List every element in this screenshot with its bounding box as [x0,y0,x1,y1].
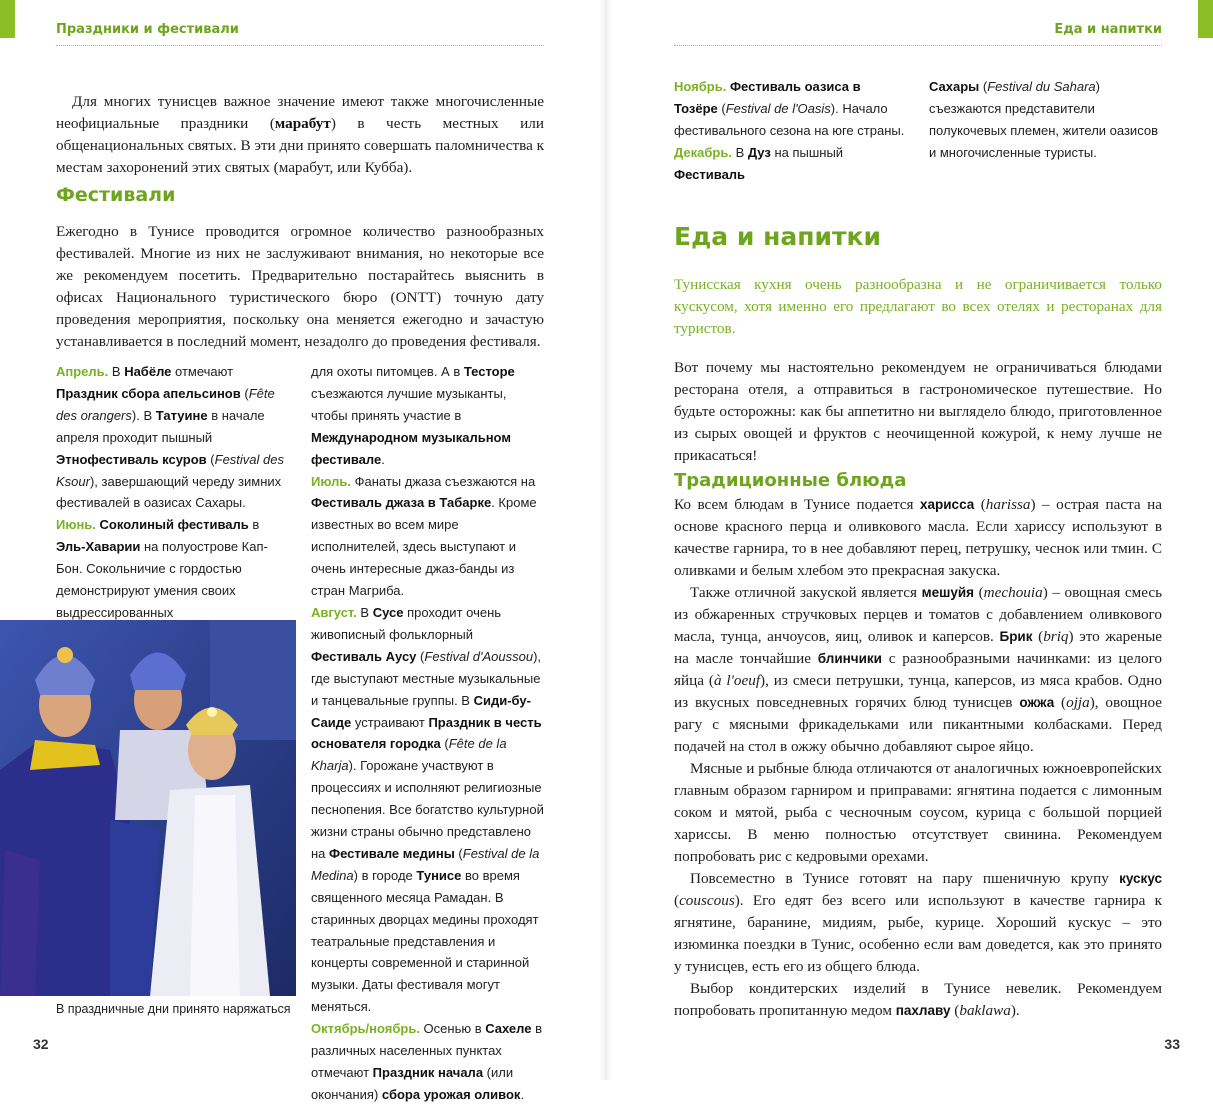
august-entry: Август. В Сусе проходит очень живописный фольклорный Фестиваль Аусу (Festival d'Aoussou), где выступают местные музыкальные и танцевальные группы. В Сиди-бу-Саиде устраивают Праздник в честь основателя городка (Fête de la Kharja). Горожане участвуют в процессиях и исполняют религиозные песнопения. Все богатство культурной жизни страны обычно представлено на Фестивале медины (Festival de la Medina) в городе Тунисе во время священного месяца Рамадан. В старинных дворцах медины проходят театральные представления и концерты современной и старинной музыки. Даты фестиваля могут меняться. [311,604,544,1015]
right-edge-tab [1198,0,1213,38]
april-entry: Апрель. В Набёле отмечают Праздник сбора апельсинов (Fête des orangers). В Татуине в начале апреля проходит пышный Этнофестиваль ксуров (Festival des Ksour), завершающий череду зимних фестивалей в оазисах Сахары. [56,364,284,511]
running-head-right: Еда и напитки [1054,22,1162,37]
harissa-paragraph: Ко всем блюдам в Тунисе подается харисса (harissa) – острая паста на основе красного перца и оливкового масла. Если хариссу используют в качестве гарнира, то в нее добавляют перец, петрушку, чеснок или тмин. С оливками и белым хлебом это прекрасная закуска. [674,496,1162,579]
june-entry-continued: для охоты питомцев. А в Тесторе съезжаются лучшие музыканты, чтобы принять участие в Международном музыкальном фестивале. [311,364,515,467]
june-entry: Июнь. Соколиный фестиваль в Эль-Хаварии на полуострове Кап-Бон. Сокольничие с гордостью демонстрируют умения своих выдрессированных [56,517,268,620]
page-number-right: 33 [1164,1036,1180,1052]
december-entry: Декабрь. В Дуз на пышный Фестиваль [674,144,844,182]
running-head-rule-left [56,45,544,46]
festivals-column-1 [56,361,288,624]
festivals-column-2 [311,361,544,1106]
mechouia-paragraph: Также отличной закуской является мешуйя (mechouia) – овощная смесь из обжаренных стручковых перцев и томатов с добавлением оливкового масла, тунца, анчоусов, яиц, оливок и каперсов. Брик (briq) это жареные на масле тончайшие блинчики с разнообразными начинками: из целого яйца (à l'oeuf), из смеси петрушки, тунца, каперсов, из мяса крабов. Одно из вкусных повседневных горячих блюд тунисцев ожжа (ojja), овощное рагу с мясными фрикадельками или пикантными колбасками. Перед подачей на стол в ожжу обычно добавляют сырое яйцо. [674,584,1163,755]
running-head-rule-right [674,45,1162,46]
traditional-dishes-text [674,494,1162,1022]
traditional-dishes-heading: Традиционные блюда [674,470,907,491]
left-edge-tab [0,0,15,38]
july-entry: Июль. Фанаты джаза съезжаются на Фестиваль джаза в Табарке. Кроме известных во всем мире исполнителей, здесь выступают и очень интересные джаз-банды из стран Магриба. [311,473,537,599]
festivals-heading: Фестивали [56,184,176,206]
festivals-cont-column-1 [674,76,906,186]
festivals-cont-column-2 [929,76,1162,164]
sweets-paragraph: Выбор кондитерских изделий в Тунисе невелик. Рекомендуем попробовать пропитанную медом пахлаву (baklawa). [674,980,1162,1019]
page-number-left: 32 [33,1036,49,1052]
food-intro-paragraph: Вот почему мы настоятельно рекомендуем не ограничиваться блюдами ресторана отеля, а отправиться в гастрономическое путешествие. Но будьте осторожны: как бы аппетитно ни выглядело блюдо, приготовленное из сырых овощей и фруктов с неочищенной кожурой, к нему лучше не прикасаться! [674,359,1162,465]
food-section-title: Еда и напитки [674,222,881,251]
couscous-paragraph: Повсеместно в Тунисе готовят на пару пшеничную крупу кускус (couscous). Его едят без всего или используют в качестве гарнира к ягнятине, баранине, мидиям, рыбе, курице. Хороший кускус – это изюминка поездки в Тунис, особенно если вам доведется, как это принято у тунисцев, есть его из общего блюда. [674,870,1162,975]
december-entry-continued: Сахары (Festival du Sahara) съезжаются представители полукочевых племен, жители оазисов и многочисленные туристы. [929,79,1158,160]
festivals-paragraph: Ежегодно в Тунисе проводится огромное количество разнообразных фестивалей. Многие из них не заслуживают внимания, но некоторые все же рекомендуем посетить. Предварительно постарайтесь выяснить в офисах Национального туристического бюро (ONTT) точную дату проведения мероприятия, поскольку она меняется ежегодно и зачастую устанавливается в последний момент, незадолго до проведения фестиваля. [56,223,544,351]
page-gutter [599,0,613,1080]
meat-fish-paragraph: Мясные и рыбные блюда отличаются от аналогичных южноевропейских главным образом гарниром и приправами: ягнятина подается с лимонным соком и мятой, рыба с чесночным соусом, курица с большой порцией хариссы. В меню полностью отсутствует свинина. Рекомендуем попробовать рис с кедровыми орехами. [674,760,1162,865]
food-lead-paragraph: Тунисская кухня очень разнообразна и не ограничивается только кускусом, хотя именно его предлагают во всех отелях и ресторанах для туристов. [674,276,1162,337]
november-entry: Ноябрь. Фестиваль оазиса в Тозёре (Festival de l'Oasis). Начало фестивального сезона на юге страны. [674,79,905,138]
running-head-left: Праздники и фестивали [56,22,239,37]
intro-paragraph: Для многих тунисцев важное значение имеют также многочисленные неофициальные праздники (марабут) в честь местных или общенациональных святых. В эти дни принято совершать паломничества к местам захоронений этих святых (марабут, или Кубба). [56,93,544,177]
festival-children-photo [0,620,296,996]
photo-caption: В праздничные дни принято наряжаться [56,1002,291,1016]
october-entry: Октябрь/ноябрь. Осенью в Сахеле в различных населенных пунктах отмечают Праздник начала (или окончания) сбора урожая оливок. [311,1021,542,1102]
